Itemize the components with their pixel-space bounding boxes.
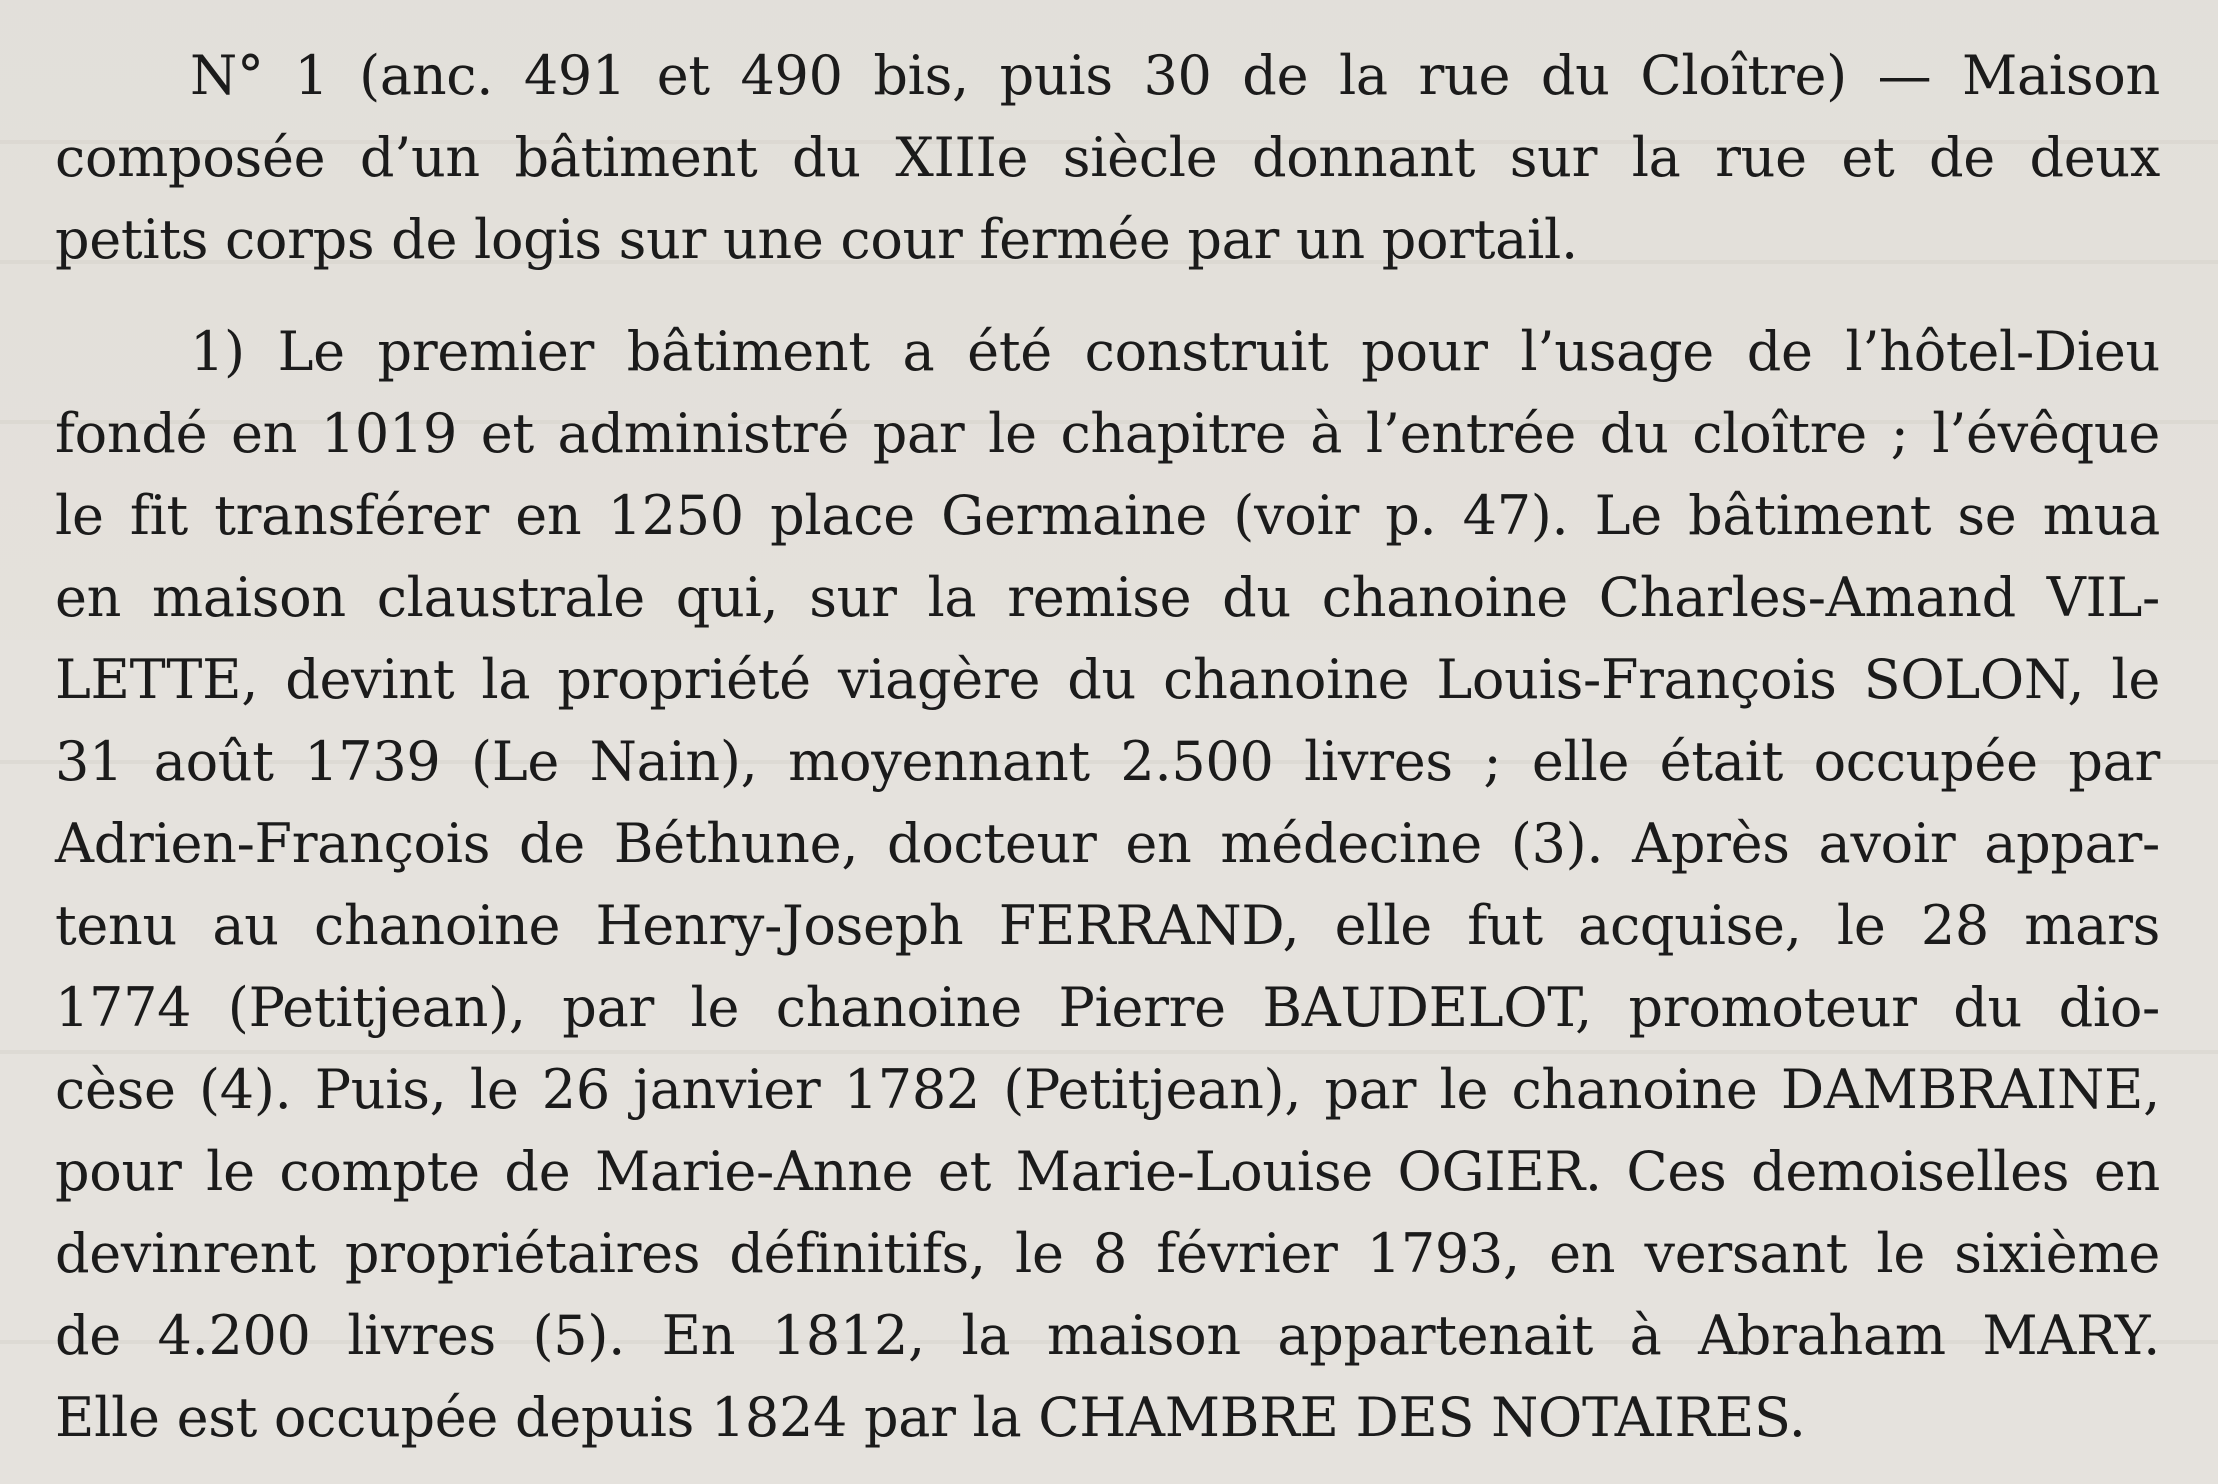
- paragraph-2-line: LETTE, devint la propriété viagère du chanoine Louis-François SOLON, le: [55, 648, 2160, 711]
- paragraph-1-line: composée d’un bâtiment du XIIIe siècle donnant sur la rue et de deux: [55, 126, 2160, 189]
- paragraph-gap: [55, 281, 2160, 311]
- paragraph-2-line: de 4.200 livres (5). En 1812, la maison appartenait à Abraham MARY.: [55, 1304, 2160, 1367]
- paragraph-1-line: petits corps de logis sur une cour fermée par un portail.: [55, 208, 1578, 271]
- paragraph-2-line: le fit transférer en 1250 place Germaine (voir p. 47). Le bâtiment se mua: [55, 484, 2160, 547]
- paragraph-2-line: 1) Le premier bâtiment a été construit pour l’usage de l’hôtel-Dieu: [190, 320, 2160, 383]
- paragraph-2-line: Elle est occupée depuis 1824 par la CHAMBRE DES NOTAIRES.: [55, 1386, 1806, 1449]
- paragraph-2-line: pour le compte de Marie-Anne et Marie-Louise OGIER. Ces demoiselles en: [55, 1140, 2160, 1203]
- paragraph-2-line: devinrent propriétaires définitifs, le 8 février 1793, en versant le sixième: [55, 1222, 2160, 1285]
- paragraph-2-line: Adrien-François de Béthune, docteur en médecine (3). Après avoir appar-: [55, 812, 2160, 875]
- paragraph-1-line: N° 1 (anc. 491 et 490 bis, puis 30 de la rue du Cloître) — Maison: [190, 44, 2160, 107]
- text-block: [55, 35, 2160, 1459]
- paragraph-2-line: cèse (4). Puis, le 26 janvier 1782 (Petitjean), par le chanoine DAMBRAINE,: [55, 1058, 2160, 1121]
- paragraph-2-line: 1774 (Petitjean), par le chanoine Pierre BAUDELOT, promoteur du dio-: [55, 976, 2160, 1039]
- paragraph-2-line: fondé en 1019 et administré par le chapitre à l’entrée du cloître ; l’évêque: [55, 402, 2160, 465]
- paragraph-2-line: 31 août 1739 (Le Nain), moyennant 2.500 livres ; elle était occupée par: [55, 730, 2160, 793]
- paragraph-2-line: tenu au chanoine Henry-Joseph FERRAND, elle fut acquise, le 28 mars: [55, 894, 2160, 957]
- paragraph-2-line: en maison claustrale qui, sur la remise du chanoine Charles-Amand VIL-: [55, 566, 2160, 629]
